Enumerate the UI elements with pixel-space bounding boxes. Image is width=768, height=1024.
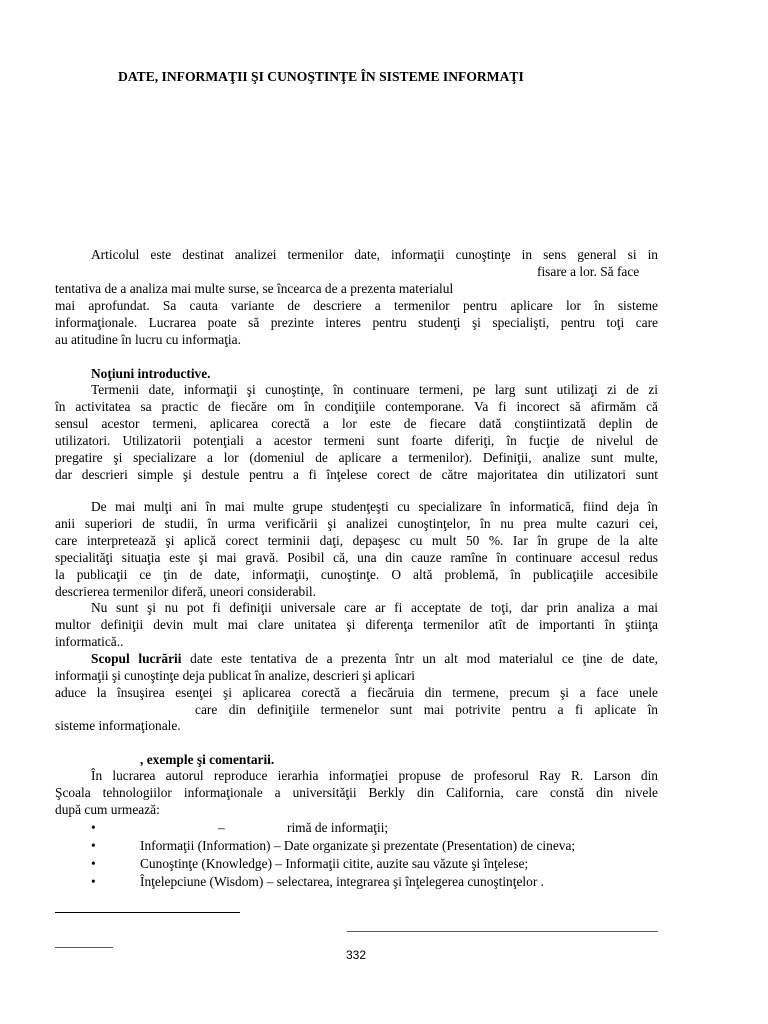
paragraph-line: descrierea termenilor diferă, uneori considerabil. <box>55 584 316 599</box>
paragraph-line: În lucrarea autorul reproduce ierarhia informaţiei propuse de profesorul Ray R. Larson din <box>91 768 658 783</box>
paragraph-text: date este tentativa de a prezenta într un alt mod materialul ce ţine de date, <box>181 651 658 666</box>
paragraph-line: multor definiţii devin mult mai clare unitatea şi diferenţa termenilor atît de importanti în ştiinţa <box>55 617 658 632</box>
link-underline[interactable] <box>55 947 113 948</box>
bold-lead: Scopul lucrării <box>91 651 182 666</box>
bullet-symbol: • <box>91 874 96 889</box>
section-heading: , exemple şi comentarii. <box>140 752 275 767</box>
paragraph-line: sensul acestor termeni, aplicarea corectă a lor este de fiecare dată conştiintizată deplin de <box>55 416 658 431</box>
abstract-line: fisare a lor. Să face <box>537 264 640 279</box>
paragraph-line: Nu sunt şi nu pot fi definiţii universale care ar fi acceptate de toţi, dar prin analiza a mai <box>91 600 658 615</box>
page-number: 332 <box>346 948 367 962</box>
paragraph-line: Şcoala tehnologiilor informaţionale a universităţii Berkly din California, care constă din nivele <box>55 785 658 800</box>
list-item: rimă de informaţii; <box>287 820 389 835</box>
paragraph-line: Termenii date, informaţii şi cunoştinţe, în continuare termeni, pe larg sunt utilizaţi zi de zi <box>91 382 658 397</box>
paragraph-line: anii superiori de studii, în urma verificării şi analizei cunoştinţelor, în nu prea multe cazuri cei, <box>55 516 658 531</box>
paragraph-line: informatică.. <box>55 634 124 649</box>
abstract-line: informaţionale. Lucrarea poate să prezinte interes pentru studenţi şi specialişti, pentru toţi care <box>55 315 658 330</box>
paragraph-line: aduce la însuşirea esenţei şi aplicarea corectă a fiecăruia din termene, precum şi a face unele <box>55 685 658 700</box>
abstract-line: Articolul este destinat analizei termenilor date, informaţii cunoştinţe in sens general si in <box>91 247 658 262</box>
paragraph-line: la publicaţii ce ţin de date, informaţii, cunoştinţe. O altă problemă, în publicaţiile accesibile <box>55 567 658 582</box>
paragraph-line: sisteme informaţionale. <box>55 718 181 733</box>
link-underline[interactable] <box>347 931 658 932</box>
bullet-symbol: • <box>91 820 96 835</box>
paragraph-line: pregatire şi specializare a lor (domeniul de aplicare a termenilor). Definiţii, analize sunt multe, <box>55 450 658 465</box>
paragraph-line: care interpretează şi aplică corect terminii daţi, depaşesc cu mult 50 %. Iar în grupe de la alte <box>55 533 658 548</box>
list-item: Informaţii (Information) – Date organizate şi prezentate (Presentation) de cineva; <box>140 838 576 853</box>
paragraph-line: în activitatea sa practic de fiecăre om în condiţiile contemporane. Va fi incorect să afirmăm că <box>55 399 658 414</box>
footnote-separator <box>55 912 240 913</box>
paragraph-line: care din definiţiile termenelor sunt mai potrivite pentru a fi aplicate în <box>195 702 658 717</box>
document-title: DATE, INFORMAŢII ŞI CUNOŞTINŢE ÎN SISTEME INFORMAŢI <box>118 69 524 84</box>
paragraph-line: dar descrieri simple şi destule pentru a fi înţelese corect de către majoritatea din utilizatori sunt <box>55 467 658 482</box>
section-heading: Noţiuni introductive. <box>91 366 211 381</box>
paragraph-line: De mai mulţi ani în mai multe grupe studenţeşti cu specializare în informatică, fiind deja în <box>91 499 658 514</box>
abstract-line: au atitudine în lucru cu informaţia. <box>55 332 241 347</box>
list-item: Cunoştinţe (Knowledge) – Informaţii citite, auzite sau văzute şi înţelese; <box>140 856 529 871</box>
paragraph-line <box>91 651 658 667</box>
list-item: Înţelepciune (Wisdom) – selectarea, integrarea şi înţelegerea cunoştinţelor . <box>140 874 544 889</box>
paragraph-line: specialităţi situaţia este şi mai gravă. Posibil că, una din cauze ramîne în continuare accesul redus <box>55 550 658 565</box>
abstract-line: mai aprofundat. Sa cauta variante de descriere a termenilor pentru aplicare lor în sisteme <box>55 298 658 313</box>
abstract-line: tentativa de a analiza mai multe surse, se încearca de a prezenta materialul <box>55 281 454 296</box>
list-item-dash: – <box>218 820 225 835</box>
paragraph-line: după cum urmează: <box>55 802 160 817</box>
paragraph-line: informaţii şi cunoştinţe deja publicat în analize, descrieri şi aplicari <box>55 668 415 683</box>
bullet-symbol: • <box>91 856 96 871</box>
bullet-symbol: • <box>91 838 96 853</box>
paragraph-line: utilizatori. Utilizatorii potenţiali a acestor termeni sunt foarte diferiţi, în fucţie de nivelul de <box>55 433 658 448</box>
